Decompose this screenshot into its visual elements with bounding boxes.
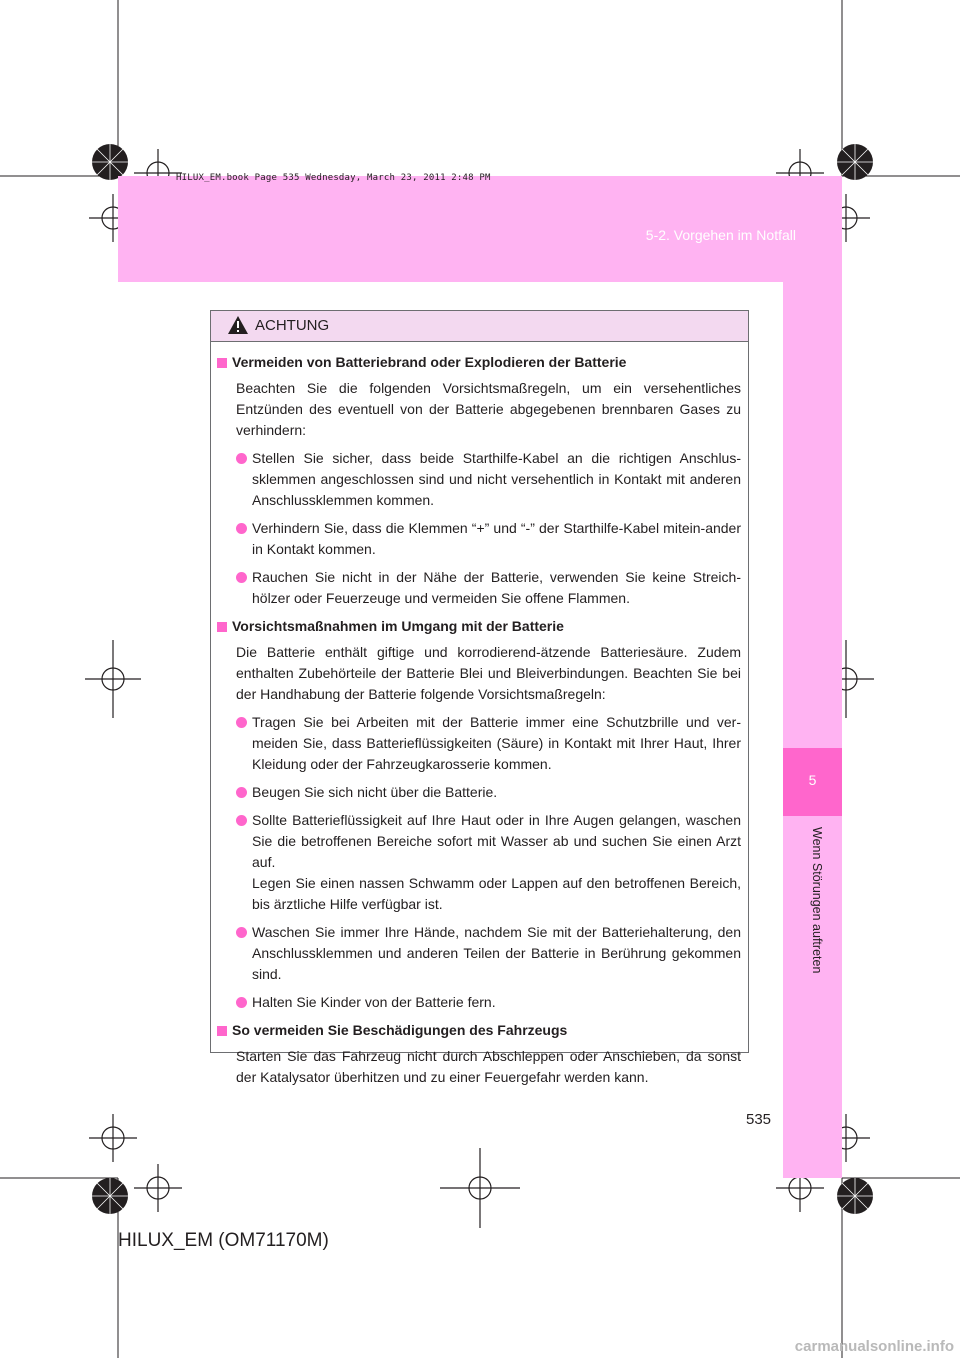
square-bullet-icon — [217, 622, 227, 632]
warning-triangle-icon — [227, 315, 249, 335]
bullet-item: Verhindern Sie, dass die Klemmen “+” und “-” der Starthilfe-Kabel mitein-ander in Kontakt kommen. — [236, 518, 741, 560]
section-header: 5-2. Vorgehen im Notfall — [645, 227, 796, 243]
warning-header — [211, 311, 748, 342]
circle-bullet-icon — [236, 523, 247, 534]
bullet-item: Waschen Sie immer Ihre Hände, nachdem Sie mit der Batteriehalterung, den Anschlussklemmen und anderen Teilen der Batterie in Berührung gekommen sind. — [236, 922, 741, 985]
manual-code: HILUX_EM (OM71170M) — [118, 1230, 329, 1251]
bullet-item: Sollte Batterieflüssigkeit auf Ihre Haut oder in Ihre Augen gelangen, waschen Sie die betroffenen Bereiche sofort mit Wasser ab und suchen Sie einen Arzt auf. Legen Sie einen nassen Schwamm oder Lappen auf den betroffenen Bereich, bis ärztliche Hilfe verfügbar ist. — [236, 810, 741, 915]
paragraph: Starten Sie das Fahrzeug nicht durch Abschleppen oder Anschieben, da sonst der Katalysator überhitzen und zu einer Feuergefahr werden kann. — [236, 1048, 741, 1085]
warning-body — [211, 342, 748, 1088]
warning-title: ACHTUNG — [255, 317, 330, 334]
watermark: carmanualsonline.info — [794, 1338, 954, 1355]
book-stamp: HILUX_EM.book Page 535 Wednesday, March 23, 2011 2:48 PM — [176, 173, 491, 183]
side-strip — [783, 282, 842, 1178]
warning-box — [210, 310, 749, 1085]
circle-bullet-icon — [236, 453, 247, 464]
circle-bullet-icon — [236, 787, 247, 798]
chapter-label: Wenn Störungen auftreten — [810, 827, 824, 974]
bullet-item: Tragen Sie bei Arbeiten mit der Batterie immer eine Schutzbrille und ver-meiden Sie, dass Batterieflüssigkeiten (Säure) in Kontakt mit Ihrer Haut, Ihrer Kleidung oder der Fahrzeugkarosserie kommen. — [236, 712, 741, 775]
section-heading: So vermeiden Sie Beschädigungen des Fahrzeugs — [217, 1020, 741, 1041]
circle-bullet-icon — [236, 815, 247, 826]
square-bullet-icon — [217, 358, 227, 368]
bullet-item: Halten Sie Kinder von der Batterie fern. — [236, 992, 741, 1013]
circle-bullet-icon — [236, 717, 247, 728]
paragraph: Beachten Sie die folgenden Vorsichtsmaßregeln, um ein versehentliches Entzünden des eventuell von der Batterie abgegebenen brennbaren Gases zu verhindern: — [236, 380, 741, 438]
circle-bullet-icon — [236, 927, 247, 938]
paragraph: Die Batterie enthält giftige und korrodierend-ätzende Batteriesäure. Zudem enthalten Zubehörteile der Batterie Blei und Bleiverbindungen. Beachten Sie bei der Handhabung der Batterie folgende Vorsichtsmaßregeln: — [236, 644, 741, 702]
bullet-item: Rauchen Sie nicht in der Nähe der Batterie, verwenden Sie keine Streich-hölzer oder Feuerzeuge und vermeiden Sie offene Flammen. — [236, 567, 741, 609]
section-heading: Vorsichtsmaßnahmen im Umgang mit der Batterie — [217, 616, 741, 637]
circle-bullet-icon — [236, 572, 247, 583]
chapter-number: 5 — [808, 772, 817, 788]
section-heading: Vermeiden von Batteriebrand oder Explodieren der Batterie — [217, 352, 741, 373]
bullet-item: Beugen Sie sich nicht über die Batterie. — [236, 782, 741, 803]
square-bullet-icon — [217, 1026, 227, 1036]
bullet-item: Stellen Sie sicher, dass beide Starthilfe-Kabel an die richtigen Anschlus-sklemmen angeschlossen sind und nicht versehentlich in Kontakt mit anderen Anschlussklemmen kommen. — [236, 448, 741, 511]
circle-bullet-icon — [236, 997, 247, 1008]
page-number: 535 — [746, 1111, 772, 1128]
